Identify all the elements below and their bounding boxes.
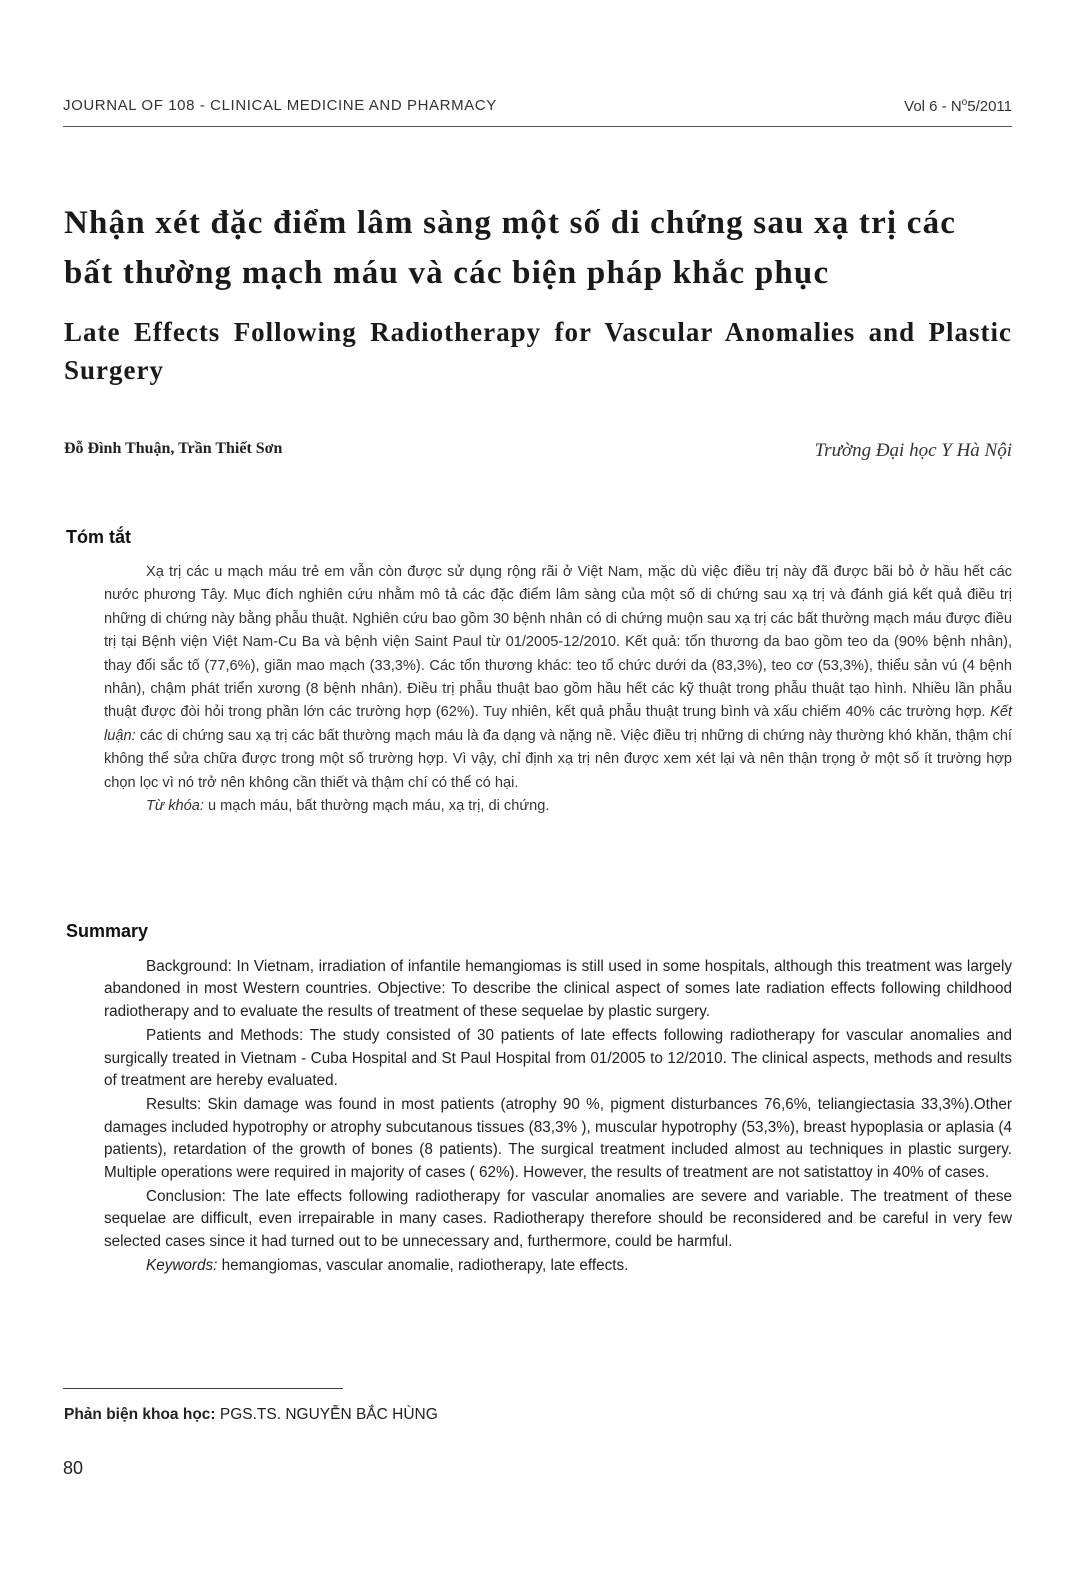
title-vietnamese: Nhận xét đặc điểm lâm sàng một số di chứng sau xạ trị các bất thường mạch máu và các biện pháp khắc phục <box>64 205 957 291</box>
en-methods-paragraph: Patients and Methods: The study consisted of 30 patients of late effects following radiotherapy for vascular anomalies and surgically treated in Vietnam - Cuba Hospital and St Paul Hospital from 01/2005 to 12/2010. The clinical aspects, methods and results of treatment are hereby evaluated. <box>104 1027 1012 1090</box>
vi-keywords <box>104 795 1012 818</box>
vi-abstract-text-2: các di chứng sau xạ trị các bất thường mạch máu là đa dạng và nặng nề. Việc điều trị những di chứng này thường khó khăn, thậm chí không thể sửa chữa được trong một số trường hợp. Vì vậy, chỉ định xạ trị nên được xem xét lại và nên thận trọng ở một số ít trường hợp chọn lọc vì nó trở nên không cần thiết và thậm chí có thể có hại. <box>104 727 1012 791</box>
reviewer-label: Phản biện khoa học: <box>64 1406 216 1423</box>
en-results-paragraph: Results: Skin damage was found in most patients (atrophy 90 %, pigment disturbances 76,6%, teliangiectasia 33,3%).Other damages included hypotrophy or atrophy subcutanous tissues (83,3% ), muscular hypotrophy (53,3%), breast hypoplasia or aplasia (4 patients), retardation of the growth of bones (8 patients). The surgical treatment included almost au techniques in plastic surgery. Multiple operations were required in majority of cases ( 62%). However, the results of treatment are not satistattoy in 40% of cases. <box>104 1096 1012 1181</box>
vi-keywords-label: Từ khóa: <box>146 798 204 815</box>
reviewer-name: PGS.TS. NGUYỄN BẮC HÙNG <box>215 1406 438 1423</box>
en-keywords <box>104 1255 1012 1277</box>
en-keywords-text: hemangiomas, vascular anomalie, radiotherapy, late effects. <box>217 1257 629 1275</box>
footnote-rule <box>63 1388 343 1389</box>
journal-name: JOURNAL OF 108 - CLINICAL MEDICINE AND PHARMACY <box>63 97 497 114</box>
vi-abstract-heading: Tóm tắt <box>66 527 131 547</box>
vi-abstract <box>104 561 1012 818</box>
running-header <box>63 97 1012 121</box>
issue-suffix: 5/2011 <box>967 98 1012 115</box>
en-keywords-label: Keywords: <box>146 1257 218 1275</box>
header-rule <box>63 126 1012 127</box>
en-summary <box>104 956 1012 1280</box>
author-list: Đỗ Đình Thuận, Trần Thiết Sơn <box>64 440 283 457</box>
vi-abstract-paragraph <box>104 561 1012 795</box>
reviewer-note <box>64 1406 438 1424</box>
en-conclusion-paragraph: Conclusion: The late effects following radiotherapy for vascular anomalies are severe and variable. The treatment of these sequelae are difficult, even irrepairable in many cases. Radiotherapy therefore should be reconsidered and be careful in very few selected cases since it had turned out to be unnecessary and, furthermore, could be harmful. <box>104 1188 1012 1250</box>
issue-sup: o <box>961 97 968 108</box>
en-summary-heading: Summary <box>66 921 149 941</box>
vi-conclusion-label: Kết luận: <box>104 704 1012 744</box>
affiliation: Trường Đại học Y Hà Nội <box>814 440 1012 461</box>
issue-prefix: Vol 6 - N <box>904 98 962 115</box>
issue-info <box>904 97 1012 115</box>
en-background-paragraph: Background: In Vietnam, irradiation of infantile hemangiomas is still used in some hospitals, although this treatment was largely abandoned in most Western countries. Objective: To describe the clinical aspect of somes late radiation effects following childhood radiotherapy and to evaluate the results of treatment of these sequelae by plastic surgery. <box>104 958 1012 1020</box>
vi-abstract-text-1: Xạ trị các u mạch máu trẻ em vẫn còn được sử dụng rộng rãi ở Việt Nam, mặc dù việc điều trị này đã được bãi bỏ ở hầu hết các nước phương Tây. Mục đích nghiên cứu nhằm mô tả các đặc điểm lâm sàng của một số di chứng sau xạ trị và đánh giá kết quả điều trị những di chứng này bằng phẫu thuật. Nghiên cứu bao gồm 30 bệnh nhân có di chứng muộn sau xạ trị các bất thường mạch máu được điều trị tại Bệnh viện Việt Nam-Cu Ba và bệnh viện Saint Paul từ 01/2005-12/2010. Kết quả: tổn thương da bao gồm teo da (90% bệnh nhân), thay đổi sắc tố (77,6%), giãn mao mạch (33,3%). Các tổn thương khác: teo tổ chức dưới da (83,3%), teo cơ (53,3%), thiểu sản vú (4 bệnh nhân), chậm phát triển xương (8 bệnh nhân). Điều trị phẫu thuật bao gồm hầu hết các kỹ thuật trong phẫu thuật tạo hình. Nhiều lần phẫu thuật được đòi hỏi trong phần lớn các trường hợp (62%). Tuy nhiên, kết quả phẫu thuật trung bình và xấu chiếm 40% các trường hợp. <box>104 564 1012 721</box>
page-number: 80 <box>63 1458 84 1478</box>
vi-keywords-text: u mạch máu, bất thường mạch máu, xạ trị, di chứng. <box>203 798 550 815</box>
title-english: Late Effects Following Radiotherapy for Vascular Anomalies and Plastic Surgery <box>64 317 1012 385</box>
